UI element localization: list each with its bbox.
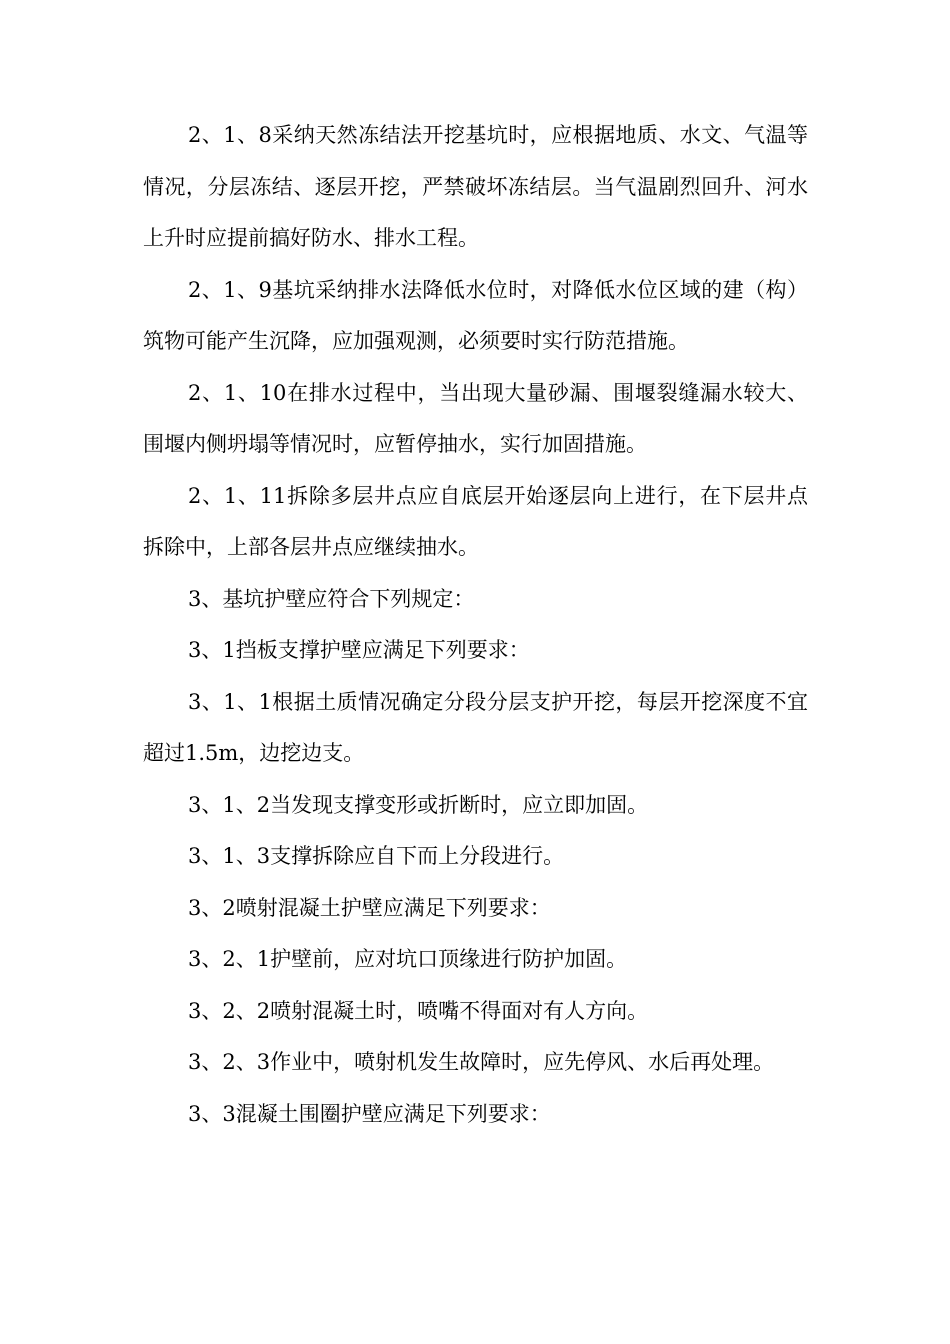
paragraph-2-1-9: 2、1、9基坑采纳排水法降低水位时，对降低水位区域的建（构）筑物可能产生沉降，应加强观测，必须要时实行防范措施。 [143, 277, 808, 353]
paragraph-3-1-1: 3、1、1根据土质情况确定分段分层支护开挖，每层开挖深度不宜超过1.5m，边挖边支。 [143, 689, 808, 765]
paragraph-2-1-8: 2、1、8采纳天然冻结法开挖基坑时，应根据地质、水文、气温等情况，分层冻结、逐层开挖，严禁破坏冻结层。当气温剧烈回升、河水上升时应提前搞好防水、排水工程。 [143, 123, 808, 250]
paragraph-3-1-3: 3、1、3支撑拆除应自下而上分段进行。 [188, 844, 565, 868]
subsection-3-2-heading: 3、2喷射混凝土护壁应满足下列要求： [188, 895, 551, 920]
document-body [143, 110, 808, 1140]
paragraph-3-2-2: 3、2、2喷射混凝土时，喷嘴不得面对有人方向。 [188, 998, 649, 1023]
paragraph-3-2-1: 3、2、1护壁前，应对坑口顶缘进行防护加固。 [188, 947, 628, 971]
subsection-3-1-heading: 3、1挡板支撑护壁应满足下列要求： [188, 638, 530, 662]
paragraph-2-1-11: 2、1、11拆除多层井点应自底层开始逐层向上进行，在下层井点拆除中，上部各层井点应继续抽水。 [143, 483, 808, 559]
subsection-3-3-heading: 3、3混凝土围圈护壁应满足下列要求： [188, 1101, 551, 1126]
paragraph-3-1-2: 3、1、2当发现支撑变形或折断时，应立即加固。 [188, 792, 649, 817]
paragraph-3-2-3: 3、2、3作业中，喷射机发生故障时，应先停风、水后再处理。 [188, 1050, 775, 1074]
section-3-heading: 3、基坑护壁应符合下列规定： [188, 586, 475, 611]
paragraph-2-1-10: 2、1、10在排水过程中，当出现大量砂漏、围堰裂缝漏水较大、围堰内侧坍塌等情况时，应暂停抽水，实行加固措施。 [143, 380, 808, 456]
